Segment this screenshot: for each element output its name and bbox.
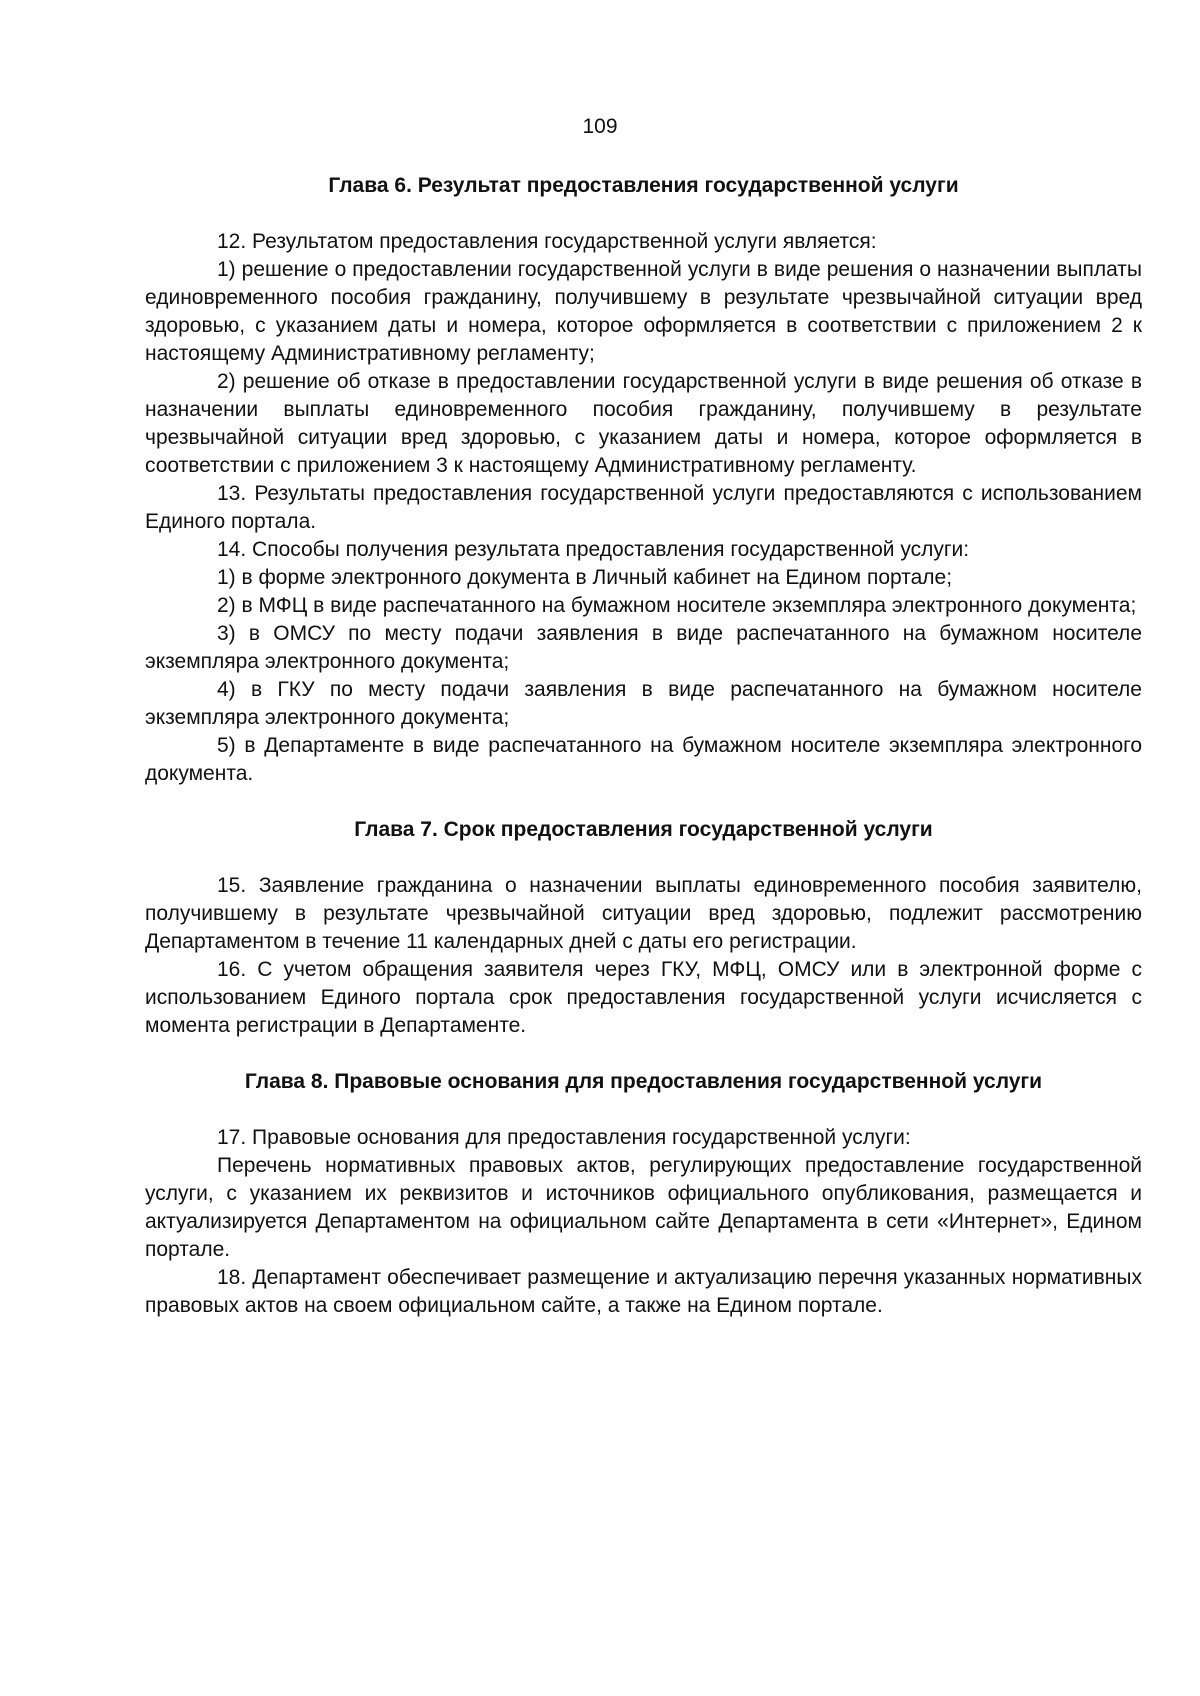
paragraph: 16. С учетом обращения заявителя через ГКУ, МФЦ, ОМСУ или в электронной форме с использованием Единого портала срок предоставления государственной услуги исчисляется с момента регистрации в Департаменте. (145, 958, 1142, 1037)
paragraph: 14. Способы получения результата предоставления государственной услуги: (217, 538, 970, 561)
paragraph: 3) в ОМСУ по месту подачи заявления в виде распечатанного на бумажном носителе экземпляра электронного документа; (145, 622, 1142, 673)
document-body (145, 172, 1142, 1320)
paragraph: 2) в МФЦ в виде распечатанного на бумажном носителе экземпляра электронного документа; (217, 594, 1137, 617)
paragraph: 13. Результаты предоставления государственной услуги предоставляются с использованием Единого портала. (145, 482, 1142, 533)
chapter-title: Глава 7. Срок предоставления государственной услуги (354, 818, 933, 841)
chapter-6 (145, 172, 1142, 788)
paragraph: 1) в форме электронного документа в Личный кабинет на Едином портале; (217, 566, 953, 589)
chapter-7 (145, 816, 1142, 1040)
paragraph: 15. Заявление гражданина о назначении выплаты единовременного пособия заявителю, получившему в результате чрезвычайной ситуации вред здоровью, подлежит рассмотрению Департаментом в течение 11 календарных дней с даты его регистрации. (145, 874, 1142, 953)
paragraph: 18. Департамент обеспечивает размещение и актуализацию перечня указанных нормативных правовых актов на своем официальном сайте, а также на Едином портале. (145, 1266, 1142, 1317)
paragraph: 4) в ГКУ по месту подачи заявления в виде распечатанного на бумажном носителе экземпляра электронного документа; (145, 678, 1142, 729)
page-number: 109 (582, 115, 618, 138)
paragraph: 2) решение об отказе в предоставлении государственной услуги в виде решения об отказе в назначении выплаты единовременного пособия гражданину, получившему в результате чрезвычайной ситуации вред здоровью, с указанием даты и номера, которое оформляется в соответствии с приложением 3 к настоящему Административному регламенту. (145, 370, 1142, 477)
paragraph: Перечень нормативных правовых актов, регулирующих предоставление государственной услуги, с указанием их реквизитов и источников официального опубликования, размещается и актуализируется Департаментом на официальном сайте Департамента в сети «Интернет», Едином портале. (145, 1154, 1142, 1261)
chapter-8 (145, 1068, 1142, 1320)
paragraph: 5) в Департаменте в виде распечатанного на бумажном носителе экземпляра электронного документа. (145, 734, 1142, 785)
chapter-title: Глава 8. Правовые основания для предоставления государственной услуги (244, 1070, 1043, 1093)
paragraph: 12. Результатом предоставления государственной услуги является: (217, 230, 877, 253)
chapter-title: Глава 6. Результат предоставления государственной услуги (328, 174, 959, 197)
paragraph: 1) решение о предоставлении государственной услуги в виде решения о назначении выплаты единовременного пособия гражданину, получившему в результате чрезвычайной ситуации вред здоровью, с указанием даты и номера, которое оформляется в соответствии с приложением 2 к настоящему Административному регламенту; (145, 258, 1142, 365)
paragraph: 17. Правовые основания для предоставления государственной услуги: (217, 1126, 911, 1149)
